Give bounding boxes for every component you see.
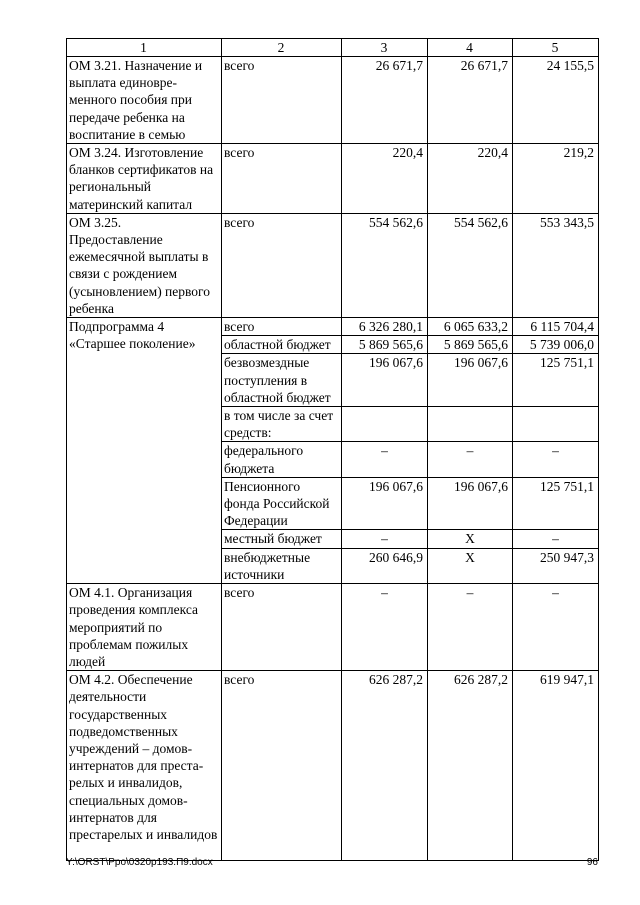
value-cell-col5: 6 115 704,4 <box>513 318 599 336</box>
value-cell-col4: Х <box>428 530 513 548</box>
column-header-5: 5 <box>513 39 599 57</box>
funding-source-cell: внебюджетные источники <box>222 548 342 583</box>
column-header-4: 4 <box>428 39 513 57</box>
column-header-1: 1 <box>67 39 222 57</box>
value-cell-col3: 196 067,6 <box>342 477 428 530</box>
value-cell-col3: 196 067,6 <box>342 354 428 407</box>
value-cell-col4: 220,4 <box>428 144 513 214</box>
funding-source-cell: местный бюджет <box>222 530 342 548</box>
row-name-cell: Подпрограмма 4 «Старшее поколение» <box>67 318 222 584</box>
column-header-2: 2 <box>222 39 342 57</box>
value-cell-col5: – <box>513 584 599 671</box>
value-cell-col4: 26 671,7 <box>428 57 513 144</box>
value-cell-col4: 5 869 565,6 <box>428 336 513 354</box>
row-name-cell: ОМ 4.1. Организация проведения комплекса мероприятий по проблемам пожилых людей <box>67 584 222 671</box>
column-header-3: 3 <box>342 39 428 57</box>
value-cell-col4 <box>428 407 513 442</box>
funding-source-cell: всего <box>222 213 342 317</box>
value-cell-col5: – <box>513 530 599 548</box>
value-cell-col3: 6 326 280,1 <box>342 318 428 336</box>
funding-source-cell: всего <box>222 57 342 144</box>
value-cell-col3: 626 287,2 <box>342 671 428 861</box>
table-row <box>67 671 599 861</box>
value-cell-col5: – <box>513 442 599 477</box>
value-cell-col5: 24 155,5 <box>513 57 599 144</box>
table-row <box>67 144 599 214</box>
value-cell-col3: 220,4 <box>342 144 428 214</box>
funding-source-cell: Пенсионного фонда Российской Федерации <box>222 477 342 530</box>
funding-source-cell: всего <box>222 144 342 214</box>
table-row <box>67 318 599 336</box>
row-name-cell: ОМ 3.24. Изготовление бланков сертификатов на региональный материнский капитал <box>67 144 222 214</box>
value-cell-col4: 196 067,6 <box>428 354 513 407</box>
value-cell-col4: 196 067,6 <box>428 477 513 530</box>
value-cell-col4: 6 065 633,2 <box>428 318 513 336</box>
table-body <box>67 39 599 861</box>
table-header-row <box>67 39 599 57</box>
value-cell-col5: 125 751,1 <box>513 354 599 407</box>
value-cell-col3: 260 646,9 <box>342 548 428 583</box>
value-cell-col5: 219,2 <box>513 144 599 214</box>
value-cell-col4: – <box>428 442 513 477</box>
value-cell-col5: 5 739 006,0 <box>513 336 599 354</box>
value-cell-col3: 5 869 565,6 <box>342 336 428 354</box>
value-cell-col4: – <box>428 584 513 671</box>
funding-source-cell: областной бюджет <box>222 336 342 354</box>
value-cell-col5: 553 343,5 <box>513 213 599 317</box>
value-cell-col5: 125 751,1 <box>513 477 599 530</box>
value-cell-col5: 619 947,1 <box>513 671 599 861</box>
table-row <box>67 213 599 317</box>
funding-source-cell: безвозмездные поступления в областной бюджет <box>222 354 342 407</box>
row-name-cell: ОМ 3.25. Предоставление ежемесячной выплаты в связи с рождением (усыновлением) первого ребенка <box>67 213 222 317</box>
value-cell-col3: – <box>342 584 428 671</box>
value-cell-col4: 626 287,2 <box>428 671 513 861</box>
budget-table <box>66 38 599 861</box>
funding-source-cell: всего <box>222 318 342 336</box>
value-cell-col5: 250 947,3 <box>513 548 599 583</box>
value-cell-col4: Х <box>428 548 513 583</box>
table-row <box>67 57 599 144</box>
value-cell-col3: – <box>342 530 428 548</box>
funding-source-cell: всего <box>222 584 342 671</box>
funding-source-cell: всего <box>222 671 342 861</box>
funding-source-cell: федерального бюджета <box>222 442 342 477</box>
value-cell-col3: 554 562,6 <box>342 213 428 317</box>
value-cell-col5 <box>513 407 599 442</box>
value-cell-col4: 554 562,6 <box>428 213 513 317</box>
table-row <box>67 584 599 671</box>
value-cell-col3: 26 671,7 <box>342 57 428 144</box>
row-name-cell: ОМ 4.2. Обеспечение деятельности государственных подведомственных учреждений – домов-интернатов для преста-релых и инвалидов, специальных домов-интернатов для престарелых и инвалидов <box>67 671 222 861</box>
funding-source-cell: в том числе за счет средств: <box>222 407 342 442</box>
value-cell-col3: – <box>342 442 428 477</box>
footer-page-number: 96 <box>586 857 598 868</box>
row-name-cell: ОМ 3.21. Назначение и выплата единовре-менного пособия при передаче ребенка на воспитание в семью <box>67 57 222 144</box>
value-cell-col3 <box>342 407 428 442</box>
footer-file-path: Y:\ORST\Ppo\0320p193.П9.docx <box>66 857 213 868</box>
